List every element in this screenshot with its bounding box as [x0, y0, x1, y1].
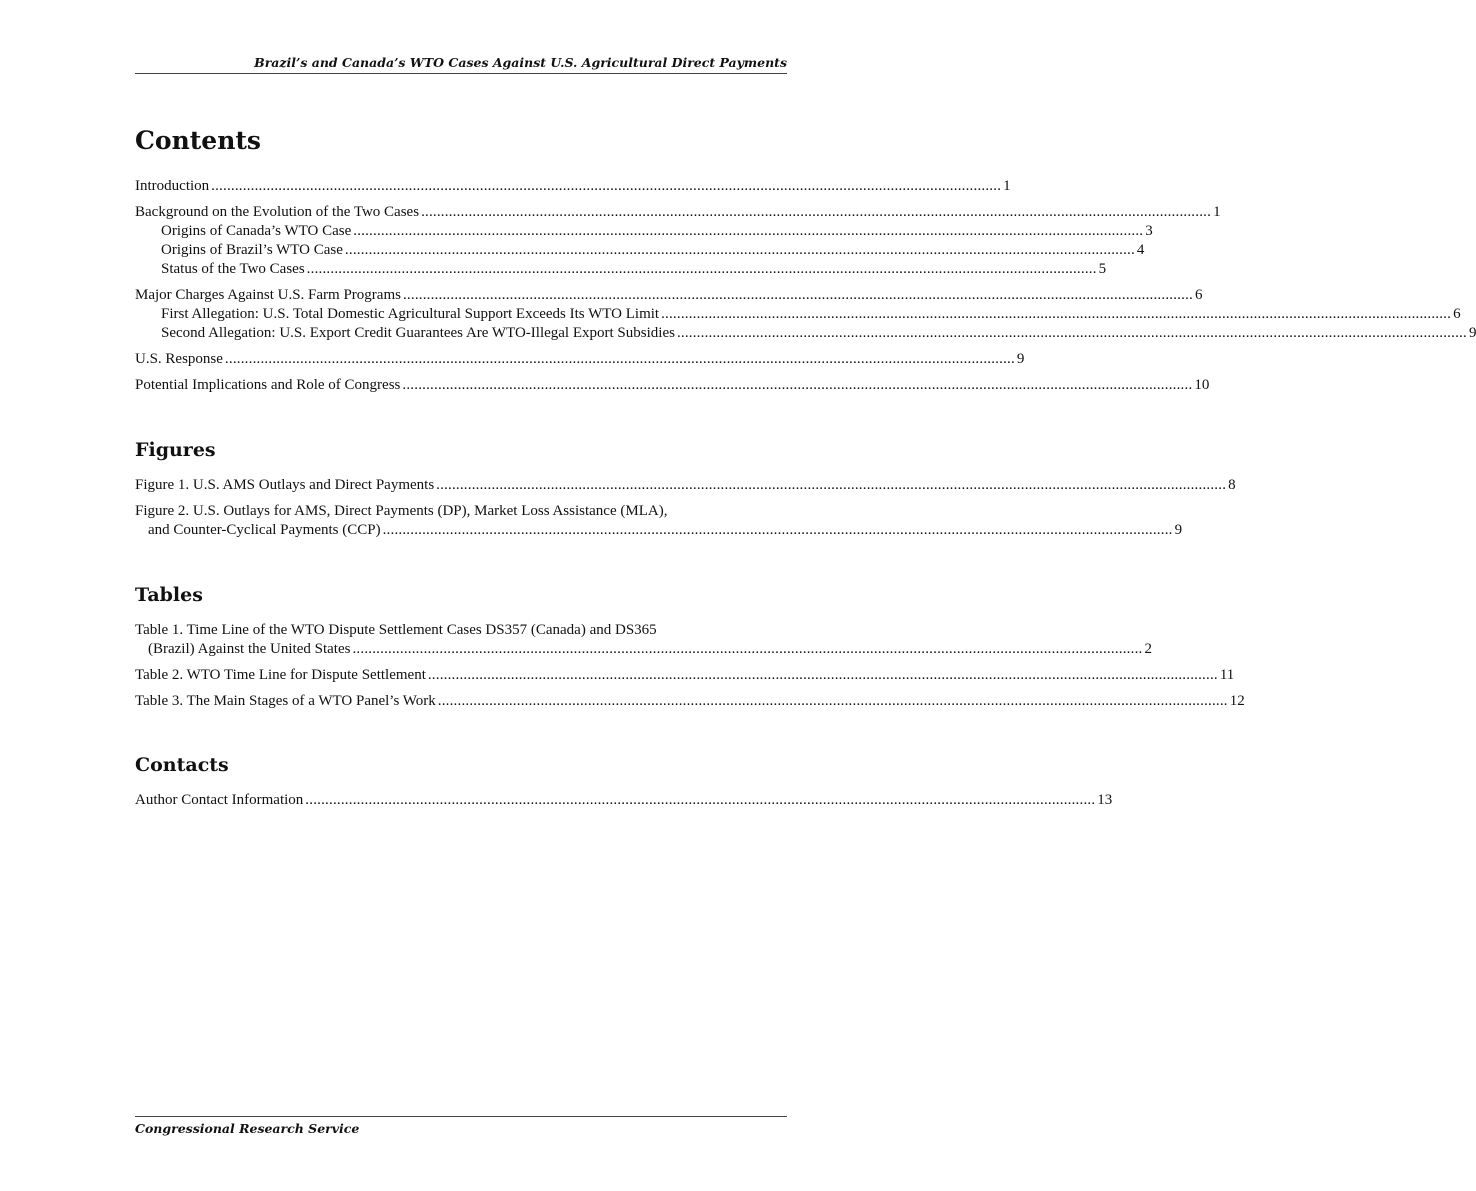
contact-page-number: 13	[1097, 792, 1113, 808]
toc-page-number: 6	[1194, 287, 1203, 303]
dot-leader: ........................................................................................................................................................................................................	[437, 693, 1228, 709]
dot-leader: ........................................................................................................................................................................................................	[224, 351, 1015, 367]
dot-leader: ........................................................................................................................................................................................................	[353, 223, 1144, 239]
table-entry-2[interactable]	[135, 666, 1235, 685]
table-page-number: 11	[1219, 667, 1235, 683]
toc-entry-title: Introduction	[135, 178, 210, 194]
figure-entry-2-line1[interactable]: Figure 2. U.S. Outlays for AMS, Direct Payments (DP), Market Loss Assistance (MLA),	[135, 503, 668, 519]
toc-entry-title: Major Charges Against U.S. Farm Programs	[135, 287, 401, 303]
toc-page-number: 10	[1194, 377, 1210, 393]
table-entry-1[interactable]	[135, 640, 1152, 659]
toc-entry-first-allegation[interactable]	[135, 305, 1461, 324]
dot-leader: ........................................................................................................................................................................................................	[421, 204, 1212, 220]
toc-entry-title: Potential Implications and Role of Congress	[135, 377, 401, 393]
table-entry-1-line1[interactable]: Table 1. Time Line of the WTO Dispute Settlement Cases DS357 (Canada) and DS365	[135, 622, 657, 638]
table-entry-title: Table 3. The Main Stages of a WTO Panel’s Work	[135, 693, 436, 709]
toc-entry-background[interactable]	[135, 203, 1221, 222]
toc-entry-title: Origins of Brazil’s WTO Case	[161, 242, 343, 258]
toc-page-number: 3	[1145, 223, 1153, 239]
dot-leader: ........................................................................................................................................................................................................	[402, 287, 1193, 303]
toc-page-number: 5	[1098, 261, 1107, 277]
toc-entry-origins-brazil[interactable]	[135, 241, 1145, 260]
dot-leader: ........................................................................................................................................................................................................	[436, 477, 1227, 493]
toc-entry-status[interactable]	[135, 260, 1107, 279]
contact-entry-author[interactable]	[135, 791, 1113, 810]
toc-page-number: 1	[1213, 204, 1221, 220]
dot-leader: ........................................................................................................................................................................................................	[344, 242, 1135, 258]
table-entry-title: (Brazil) Against the United States	[148, 641, 351, 657]
contact-entry-title: Author Contact Information	[135, 792, 304, 808]
dot-leader: ........................................................................................................................................................................................................	[661, 306, 1452, 322]
table-page-number: 12	[1229, 693, 1245, 709]
table-page-number: 2	[1144, 641, 1152, 657]
dot-leader: ........................................................................................................................................................................................................	[382, 522, 1173, 538]
toc-entry-title: Status of the Two Cases	[161, 261, 305, 277]
dot-leader: ........................................................................................................................................................................................................	[211, 178, 1002, 194]
dot-leader: ........................................................................................................................................................................................................	[306, 261, 1097, 277]
figure-entry-title: and Counter-Cyclical Payments (CCP)	[148, 522, 381, 538]
toc-entry-second-allegation[interactable]	[135, 324, 1476, 343]
contacts-heading: Contacts	[135, 754, 229, 776]
dot-leader: ........................................................................................................................................................................................................	[676, 325, 1467, 341]
contacts-list	[135, 791, 1113, 810]
toc-entry-us-response[interactable]	[135, 350, 1025, 369]
dot-leader: ........................................................................................................................................................................................................	[305, 792, 1096, 808]
toc-page-number: 4	[1136, 242, 1145, 258]
table-entry-3[interactable]	[135, 692, 1245, 711]
figure-entry-1[interactable]	[135, 476, 1236, 495]
toc-entry-introduction[interactable]	[135, 177, 1011, 196]
toc-entry-implications[interactable]	[135, 376, 1210, 395]
dot-leader: ........................................................................................................................................................................................................	[352, 641, 1143, 657]
page-footer: Congressional Research Service	[135, 1116, 787, 1137]
toc-page-number: 1	[1003, 178, 1011, 194]
toc-page-number: 6	[1453, 306, 1461, 322]
figure-entry-title: Figure 1. U.S. AMS Outlays and Direct Payments	[135, 477, 435, 493]
toc-entry-title: Background on the Evolution of the Two Cases	[135, 204, 420, 220]
toc-page-number: 9	[1468, 325, 1476, 341]
tables-heading: Tables	[135, 584, 203, 606]
figures-heading: Figures	[135, 439, 216, 461]
dot-leader: ........................................................................................................................................................................................................	[427, 667, 1218, 683]
contents-list	[135, 177, 1476, 395]
toc-entry-major-charges[interactable]	[135, 286, 1203, 305]
dot-leader: ........................................................................................................................................................................................................	[402, 377, 1193, 393]
figure-page-number: 9	[1174, 522, 1183, 538]
table-entry-title: Table 2. WTO Time Line for Dispute Settlement	[135, 667, 426, 683]
figure-entry-2[interactable]	[135, 521, 1183, 540]
toc-entry-title: First Allegation: U.S. Total Domestic Agricultural Support Exceeds Its WTO Limit	[161, 306, 660, 322]
toc-entry-origins-canada[interactable]	[135, 222, 1153, 241]
toc-entry-title: Origins of Canada’s WTO Case	[161, 223, 352, 239]
toc-entry-title: U.S. Response	[135, 351, 223, 367]
tables-list	[135, 621, 1245, 711]
figure-page-number: 8	[1228, 477, 1236, 493]
contents-heading: Contents	[135, 126, 262, 155]
running-header: Brazil’s and Canada’s WTO Cases Against U.S. Agricultural Direct Payments	[135, 54, 787, 74]
toc-entry-title: Second Allegation: U.S. Export Credit Guarantees Are WTO-Illegal Export Subsidies	[161, 325, 675, 341]
figures-list	[135, 476, 1236, 540]
toc-page-number: 9	[1016, 351, 1025, 367]
